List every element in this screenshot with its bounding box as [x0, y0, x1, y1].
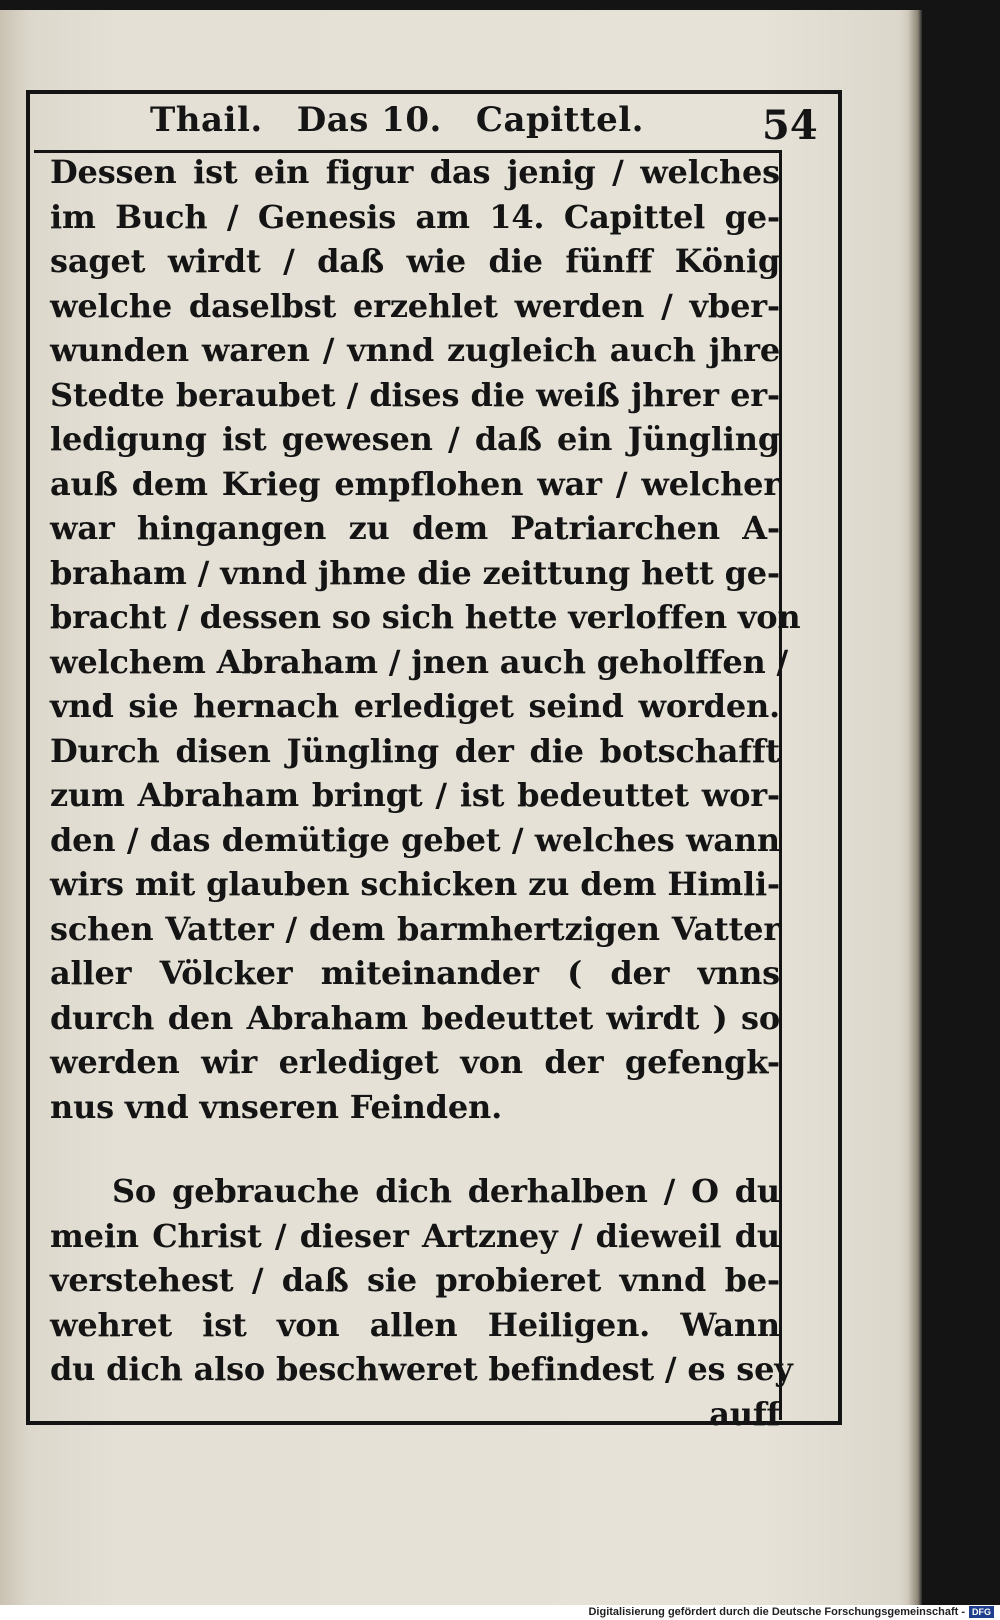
running-head-chapter-word: Capittel. — [475, 100, 644, 140]
text-line: aller Völcker miteinander ( der vnns — [50, 954, 780, 992]
text-line: ledigung ist gewesen / daß ein Jüngling — [50, 420, 780, 458]
text-line: Durch disen Jüngling der die botschafft — [50, 731, 780, 770]
text-line: saget wirdt / daß wie die fünff König — [50, 242, 780, 280]
dfg-logo: DFG — [969, 1606, 994, 1618]
text-line: wehret ist von allen Heiligen. Wann — [50, 1305, 780, 1344]
text-line: werden wir erlediget von der gefengk- — [50, 1043, 780, 1081]
text-line: den / das demütige gebet / welches wann — [50, 820, 780, 859]
text-line: wunden waren / vnnd zugleich auch jhre — [50, 331, 780, 369]
text-line: war hingangen zu dem Patriarchen A- — [50, 509, 780, 547]
page-number: 54 — [762, 102, 818, 149]
text-line: im Buch / Genesis am 14. Capittel ge- — [50, 197, 780, 236]
text-line: So gebrauche dich derhalben / O du — [112, 1172, 780, 1210]
text-line: braham / vnnd jhme die zeittung hett ge- — [50, 553, 780, 592]
paragraph-2 — [50, 1169, 793, 1392]
paragraph-1 — [50, 150, 801, 1129]
running-head-chapter: Das 10. — [296, 100, 442, 140]
page-edge — [908, 10, 922, 1605]
text-line: schen Vatter / dem barmhertzigen Vatter — [50, 909, 780, 948]
text-line: mein Christ / dieser Artzney / dieweil du — [50, 1216, 780, 1255]
text-line: du dich also beschweret befindest / es sey — [50, 1350, 793, 1388]
text-line: auß dem Krieg empflohen war / welcher — [50, 464, 780, 503]
catchword: auff — [709, 1394, 780, 1433]
running-head-part: Thail. — [150, 100, 263, 140]
footer-credit-text: Digitalisierung gefördert durch die Deutsche Forschungsgemeinschaft - — [588, 1606, 965, 1618]
text-line: durch den Abraham bedeuttet wirdt ) so — [50, 998, 780, 1037]
text-line: vnd sie hernach erlediget seind worden. — [50, 687, 780, 725]
running-head — [150, 100, 770, 140]
text-line: bracht / dessen so sich hette verloffen von — [50, 598, 801, 636]
text-line: verstehest / daß sie probieret vnnd be- — [50, 1261, 780, 1299]
text-line: nus vnd vnseren Feinden. — [50, 1087, 503, 1126]
text-line: welchem Abraham / jnen auch geholffen / — [50, 642, 788, 681]
body-text — [50, 150, 801, 1436]
text-line: Dessen ist ein figur das jenig / welches — [50, 153, 780, 191]
footer-credit — [588, 1606, 994, 1618]
text-line: wirs mit glauben schicken zu dem Himli- — [50, 865, 780, 903]
text-line: Stedte beraubet / dises die weiß jhrer er- — [50, 375, 780, 414]
text-line: zum Abraham bringt / ist bedeuttet wor- — [50, 776, 780, 814]
text-line: welche daselbst erzehlet werden / vber- — [50, 286, 780, 325]
